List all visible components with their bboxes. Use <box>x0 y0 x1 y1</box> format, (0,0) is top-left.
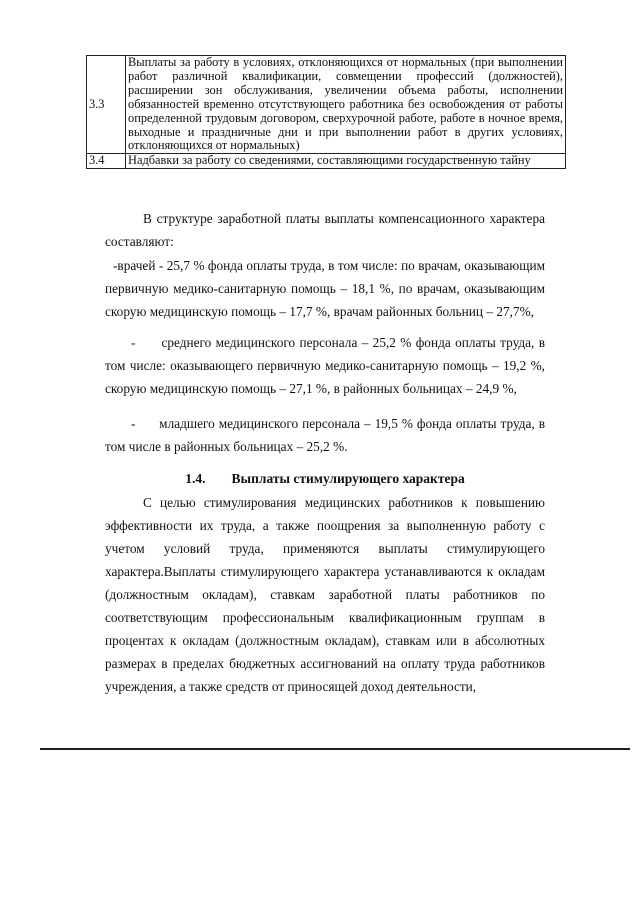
section-heading <box>105 469 545 489</box>
row-description: Выплаты за работу в условиях, отклоняющихся от нормальных (при выполнении работ различной квалификации, совмещении профессий (должностей), расширении зон обслуживания, увеличении объема работы, исполнении обязанностей временно отсутствующего работника без освобождения от работы определенной трудовым договором, сверхурочной работе, работе в ночное время, выходные и праздничные дни и при выполнении работ в других условиях, отклоняющихся от нормальных) <box>126 56 566 154</box>
footer-divider <box>40 748 630 750</box>
structure-intro-paragraph <box>105 207 545 253</box>
row-number: 3.4 <box>87 154 126 169</box>
section-title: Выплаты стимулирующего характера <box>231 471 465 486</box>
junior-staff-text: - младшего медицинского персонала – 19,5 % фонда оплаты труда, в том числе в районных больницах – 25,2 %. <box>105 416 549 454</box>
mid-staff-text: - среднего медицинского персонала – 25,2 % фонда оплаты труда, в том числе: оказывающего первичную медико-санитарную помощь – 19,2 %, скорую медицинскую помощь – 27,1 %, в районных больницах – 24,9 %, <box>105 335 549 396</box>
structure-intro-text: В структуре заработной платы выплаты компенсационного характера составляют: <box>105 211 545 249</box>
stimulus-paragraph <box>105 491 545 698</box>
table-row <box>87 154 566 169</box>
section-number: 1.4. <box>185 471 206 486</box>
doctors-list-item <box>105 254 545 323</box>
stimulus-text: С целью стимулирования медицинских работников к повышению эффективности их труда, а также поощрения за выполненную работу с учетом условий труда, применяются выплаты стимулирующего характера.Выплаты стимулирующего характера устанавливаются к окладам (должностным окладам), ставкам заработной платы работников по соответствующим профессиональным квалификационным группам в процентах к окладам (должностным окладам), ставкам или в абсолютных размерах в пределах бюджетных ассигнований на оплату труда работников учреждения, а также средств от приносящей доход деятельности, <box>105 495 545 694</box>
table-row <box>87 56 566 154</box>
row-number: 3.3 <box>87 56 126 154</box>
row-description: Надбавки за работу со сведениями, составляющими государственную тайну <box>126 154 566 169</box>
mid-staff-list-item <box>105 331 549 400</box>
payments-table <box>86 55 566 169</box>
doctors-text: -врачей - 25,7 % фонда оплаты труда, в том числе: по врачам, оказывающим первичную медико-санитарную помощь – 18,1 %, по врачам, оказывающим скорую медицинскую помощь – 17,7 %, врачам районных больниц – 27,7%, <box>105 258 545 319</box>
junior-staff-list-item <box>105 412 549 458</box>
